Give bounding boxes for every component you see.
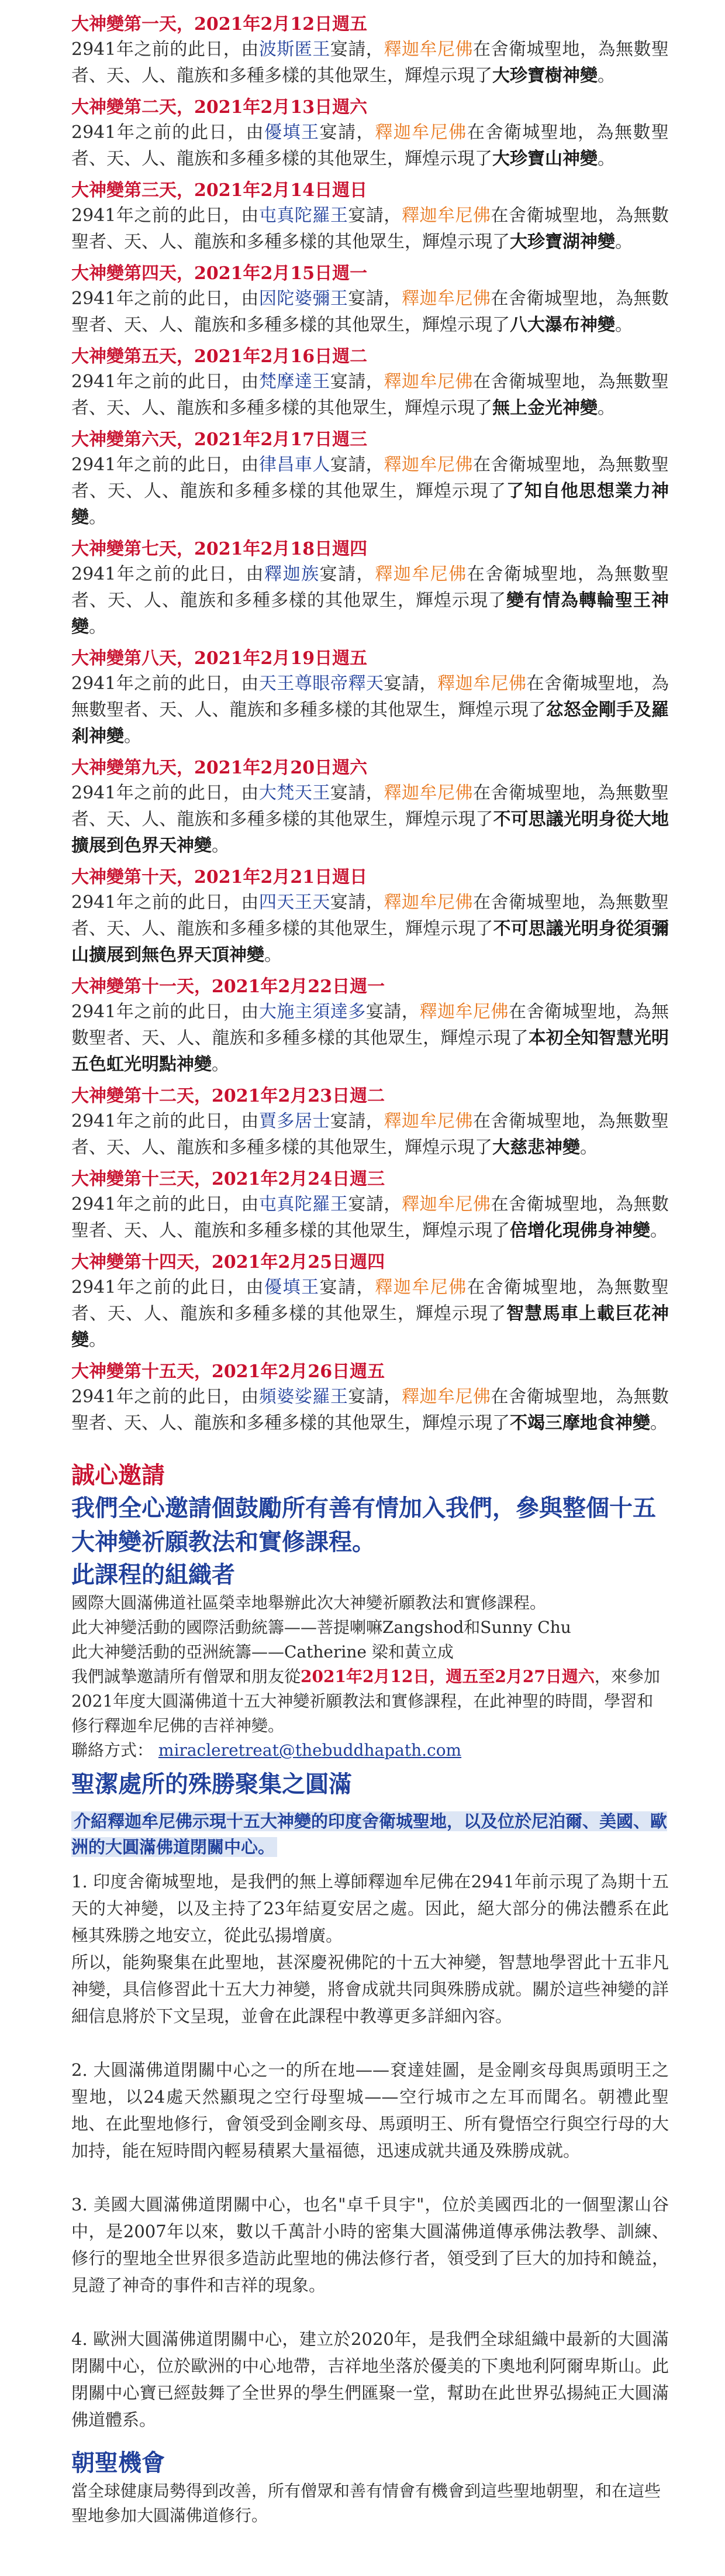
miracle-day-heading: 大神變第四天，2021年2月15日週一 [71,263,368,284]
feast-text: 宴請， [330,892,384,913]
host-name: 波斯匿王 [258,39,330,60]
miracle-name: 了知自他思想業力神變 [71,481,669,528]
miracle-day-entry [71,13,669,89]
buddha-name: 釋迦牟尼佛 [437,673,527,694]
feast-text: 宴請， [330,39,384,60]
miracle-name: 無上金光神變 [492,398,598,418]
intro-text: 2941年之前的此日，由 [71,673,259,694]
miracle-name: 不可思議光明身從大地擴展到色界天神變 [71,809,669,856]
host-name: 屯真陀羅王 [258,1194,348,1215]
holy-para-1b: 所以，能夠聚集在此聖地，甚深慶祝佛陀的十五大神變，智慧地學習此十五非凡神變，具信修習此十五大力神變，將會成就共同與殊勝成就。關於這些神變的詳細信息將於下文呈現，並會在此課程中教導更多詳細內容。 [71,1952,669,2026]
miracle-day-heading: 大神變第一天，2021年2月12日週五 [71,14,368,35]
end-mark: 。 [212,1054,229,1075]
miracle-day-entry [71,428,669,531]
intro-text: 2941年之前的此日，由 [71,372,259,392]
holy-para-3: 3. 美國大圓滿佛道閉關中心，也名"卓千貝宇"，位於美國西北的一個聖潔山谷中，是2007年以來，數以千萬計小時的密集大圓滿佛道傳承佛法教學、訓練、修行的聖地全世界很多造訪此聖地的佛法修行者，領受到了巨大的加持和饒益，見證了神奇的事件和吉祥的現象。 [71,2195,669,2295]
miracle-day-entry [71,647,669,749]
host-name: 賈多居士 [258,1111,330,1131]
feast-text: 宴請， [365,1002,420,1022]
feast-text: 宴請， [330,1111,384,1131]
pilgrimage-text: 當全球健康局勢得到改善，所有僧眾和善有情會有機會到這些聖地朝聖，和在這些聖地參加大圓滿佛道修行。 [71,2481,661,2525]
intro-text: 2941年之前的此日，由 [71,564,265,584]
host-name: 大施主須達多 [258,1002,366,1022]
feast-text: 宴請， [384,673,437,694]
miracle-name: 大珍寶山神變 [492,149,598,169]
description-text: 在舍衛城聖地，為無數聖者、天、人、龍族和多種多樣的其他眾生，輝煌示現了 [71,1387,669,1433]
end-mark: 。 [212,835,229,856]
miracle-day-text [71,36,669,89]
miracle-day-heading: 大神變第五天，2021年2月16日週二 [71,346,368,367]
buddha-name: 釋迦牟尼佛 [401,1194,491,1215]
end-mark: 。 [650,1413,668,1433]
miracle-name: 忿怒金剛手及羅剎神變 [71,700,669,747]
miracle-name: 不可思議光明身從須彌山擴展到無色界天頂神變 [71,919,669,965]
holy-intro-text: 介紹釋迦牟尼佛示現十五大神變的印度舍衛城聖地，以及位於尼泊爾、美國、歐洲的大圓滿佛道閉關中心。 [71,1811,668,1857]
description-text: 在舍衛城聖地，為無數聖者、天、人、龍族和多種多樣的其他眾生，輝煌示現了 [71,1194,669,1241]
miracle-day-entry [71,756,669,859]
miracle-day-heading: 大神變第十三天，2021年2月24日週三 [71,1169,385,1189]
end-mark: 。 [598,398,615,418]
intro-text: 2941年之前的此日，由 [71,1387,259,1407]
organizer-line-1: 國際大圓滿佛道社區榮幸地舉辦此次大神變祈願教法和實修課程。 [71,1593,547,1612]
contact-label: 聯絡方式： [71,1741,154,1760]
feast-text: 宴請， [330,372,384,392]
host-name: 因陀婆彌王 [258,288,348,309]
join-post: ，來參加2021年度大圓滿佛道十五大神變祈願教法和實修課程，在此神聖的時間，學習和修行釋迦牟尼佛的吉祥神變。 [71,1667,660,1735]
miracle-day-entry [71,262,669,338]
buddha-name: 釋迦牟尼佛 [401,205,491,226]
miracle-day-entry [71,96,669,172]
miracle-day-entry [71,1168,669,1244]
intro-text: 2941年之前的此日，由 [71,783,259,803]
miracle-day-entry [71,975,669,1078]
host-name: 優填王 [264,1277,320,1298]
organizer-line-3: 此大神變活動的亞洲統籌——Catherine 梁和黃立成 [71,1642,454,1662]
miracle-day-text [71,670,669,749]
host-name: 釋迦族 [264,564,320,584]
end-mark: 。 [264,945,282,965]
host-name: 大梵天王 [258,783,330,803]
host-name: 律昌車人 [258,455,330,475]
description-text: 在舍衛城聖地，為無數聖者、天、人、龍族和多種多樣的其他眾生，輝煌示現了 [71,39,669,86]
miracle-day-heading: 大神變第十一天，2021年2月22日週一 [71,976,385,997]
invite-heading: 誠心邀請 [71,1461,165,1489]
intro-text: 2941年之前的此日，由 [71,1002,259,1022]
miracle-day-text [71,119,669,172]
description-text: 在舍衛城聖地，為無數聖者、天、人、龍族和多種多樣的其他眾生，輝煌示現了 [71,1277,669,1324]
miracle-day-text [71,780,669,859]
description-text: 在舍衛城聖地，為無數聖者、天、人、龍族和多種多樣的其他眾生，輝煌示現了 [71,288,669,335]
host-name: 天王尊眼帝釋天 [258,673,384,694]
description-text: 在舍衛城聖地，為無數聖者、天、人、龍族和多種多樣的其他眾生，輝煌示現了 [71,783,669,830]
intro-text: 2941年之前的此日，由 [71,122,265,143]
miracle-day-entry [71,179,669,255]
description-text: 在舍衛城聖地，為無數聖者、天、人、龍族和多種多樣的其他眾生，輝煌示現了 [71,673,669,720]
feast-text: 宴請， [348,1194,402,1215]
buddha-name: 釋迦牟尼佛 [375,1277,467,1298]
feast-text: 宴請， [348,1387,402,1407]
end-mark: 。 [89,507,106,528]
miracle-name: 大珍寶樹神變 [492,66,598,86]
holy-intro-box [71,1808,669,1860]
miracle-day-heading: 大神變第二天，2021年2月13日週六 [71,97,368,118]
holy-places-heading: 聖潔處所的殊勝聚集之圓滿 [71,1770,352,1798]
miracle-day-entry [71,345,669,421]
miracle-days-list [71,13,669,1436]
miracle-day-text [71,999,669,1078]
intro-text: 2941年之前的此日，由 [71,288,259,309]
description-text: 在舍衛城聖地，為無數聖者、天、人、龍族和多種多樣的其他眾生，輝煌示現了 [71,455,669,501]
holy-para-2: 2. 大圓滿佛道閉關中心之一的所在地——袞達娃圖，是金剛亥母與馬頭明王之聖地，以24處天然顯現之空行母聖城——空行城市之左耳而聞名。朝禮此聖地、在此聖地修行，會領受到金剛亥母、馬頭明王、所有覺悟空行與空行母的大加持，能在短時間內輕易積累大量福德，迅速成就共通及殊勝成就。 [71,2060,669,2161]
miracle-day-text [71,889,669,968]
intro-text: 2941年之前的此日，由 [71,1111,259,1131]
contact-email-link[interactable]: miracleretreat@thebuddhapath.com [158,1741,462,1760]
holy-para-4: 4. 歐洲大圓滿佛道閉關中心，建立於2020年，是我們全球組織中最新的大圓滿閉關中心，位於歐洲的中心地帶，吉祥地坐落於優美的下奧地利阿爾卑斯山。此閉關中心寶已經鼓舞了全世界的學生們匯聚一堂，幫助在此世界弘揚純正大圓滿佛道體系。 [71,2329,669,2430]
buddha-name: 釋迦牟尼佛 [384,892,473,913]
miracle-day-entry [71,1360,669,1436]
host-name: 優填王 [264,122,320,143]
miracle-day-text [71,202,669,255]
miracle-day-heading: 大神變第十天，2021年2月21日週日 [71,867,368,888]
host-name: 四天王天 [258,892,330,913]
intro-text: 2941年之前的此日，由 [71,205,259,226]
miracle-name: 本初全知智慧光明五色虹光明點神變 [71,1028,669,1075]
join-dates: 2021年2月12日，週五至2月27日週六 [301,1667,595,1686]
description-text: 在舍衛城聖地，為無數聖者、天、人、龍族和多種多樣的其他眾生，輝煌示現了 [71,372,669,418]
miracle-day-text [71,452,669,531]
buddha-name: 釋迦牟尼佛 [419,1002,509,1022]
miracle-day-heading: 大神變第八天，2021年2月19日週五 [71,648,368,669]
description-text: 在舍衛城聖地，為無數聖者、天、人、龍族和多種多樣的其他眾生，輝煌示現了 [71,1002,669,1048]
miracle-name: 智慧馬車上載巨花神變 [71,1304,669,1350]
feast-text: 宴請， [348,205,402,226]
description-text: 在舍衛城聖地，為無數聖者、天、人、龍族和多種多樣的其他眾生，輝煌示現了 [71,1111,669,1158]
feast-text: 宴請， [319,122,375,143]
intro-text: 2941年之前的此日，由 [71,455,259,475]
join-paragraph [71,1664,669,1738]
miracle-name: 倍增化現佛身神變 [510,1220,650,1241]
buddha-name: 釋迦牟尼佛 [401,1387,491,1407]
feast-text: 宴請， [330,783,384,803]
buddha-name: 釋迦牟尼佛 [401,288,491,309]
feast-text: 宴請， [319,564,375,584]
buddha-name: 釋迦牟尼佛 [384,455,473,475]
end-mark: 。 [598,66,615,86]
end-mark: 。 [124,726,141,747]
end-mark: 。 [615,232,633,252]
miracle-day-text [71,286,669,338]
miracle-day-heading: 大神變第十五天，2021年2月26日週五 [71,1361,385,1382]
intro-text: 2941年之前的此日，由 [71,892,259,913]
buddha-name: 釋迦牟尼佛 [375,122,467,143]
miracle-day-heading: 大神變第七天，2021年2月18日週四 [71,539,368,559]
description-text: 在舍衛城聖地，為無數聖者、天、人、龍族和多種多樣的其他眾生，輝煌示現了 [71,205,669,252]
description-text: 在舍衛城聖地，為無數聖者、天、人、龍族和多種多樣的其他眾生，輝煌示現了 [71,122,669,169]
end-mark: 。 [615,315,633,335]
end-mark: 。 [650,1220,668,1241]
intro-text: 2941年之前的此日，由 [71,39,259,60]
end-mark: 。 [598,149,615,169]
host-name: 頻婆娑羅王 [258,1387,348,1407]
contact-line [71,1738,669,1763]
buddha-name: 釋迦牟尼佛 [384,372,473,392]
end-mark: 。 [89,617,106,637]
intro-text: 2941年之前的此日，由 [71,1277,265,1298]
pilgrimage-heading: 朝聖機會 [71,2449,165,2477]
miracle-day-text [71,369,669,421]
miracle-day-entry [71,1251,669,1353]
host-name: 梵摩達王 [258,372,330,392]
host-name: 屯真陀羅王 [258,205,348,226]
miracle-day-text [71,1274,669,1353]
organizer-heading: 此課程的組織者 [71,1561,235,1588]
buddha-name: 釋迦牟尼佛 [384,1111,473,1131]
miracle-name: 不竭三摩地食神變 [510,1413,650,1433]
holy-para-1a: 1. 印度舍衛城聖地，是我們的無上導師釋迦牟尼佛在2941年前示現了為期十五天的大神變，以及主持了23年結夏安居之處。因此，絕大部分的佛法體系在此極其殊勝之地安立，從此弘揚增廣。 [71,1872,669,1945]
miracle-day-text [71,1384,669,1436]
feast-text: 宴請， [348,288,402,309]
miracle-day-heading: 大神變第三天，2021年2月14日週日 [71,180,368,201]
end-mark: 。 [89,1330,106,1350]
miracle-day-heading: 大神變第十二天，2021年2月23日週二 [71,1086,385,1106]
buddha-name: 釋迦牟尼佛 [375,564,467,584]
description-text: 在舍衛城聖地，為無數聖者、天、人、龍族和多種多樣的其他眾生，輝煌示現了 [71,564,669,611]
miracle-day-entry [71,1085,669,1161]
description-text: 在舍衛城聖地，為無數聖者、天、人、龍族和多種多樣的其他眾生，輝煌示現了 [71,892,669,939]
miracle-day-text [71,1108,669,1161]
intro-text: 2941年之前的此日，由 [71,1194,259,1215]
feast-text: 宴請， [319,1277,375,1298]
miracle-day-entry [71,538,669,640]
miracle-day-heading: 大神變第十四天，2021年2月25日週四 [71,1252,385,1272]
miracle-name: 八大瀑布神變 [510,315,615,335]
miracle-day-heading: 大神變第六天，2021年2月17日週三 [71,429,368,450]
miracle-day-entry [71,866,669,968]
buddha-name: 釋迦牟尼佛 [384,39,473,60]
miracle-name: 大慈悲神變 [492,1137,580,1158]
miracle-name: 大珍寶湖神變 [510,232,615,252]
miracle-day-heading: 大神變第九天，2021年2月20日週六 [71,758,368,778]
invite-statement: 我們全心邀請個鼓勵所有善有情加入我們，參與整個十五大神變祈願教法和實修課程。 [71,1494,656,1556]
miracle-name: 變有情為轉輪聖王神變 [71,590,669,637]
miracle-day-text [71,561,669,640]
end-mark: 。 [580,1137,598,1158]
join-pre: 我們誠摯邀請所有僧眾和朋友從 [71,1667,301,1686]
organizer-line-2: 此大神變活動的國際活動統籌——菩提喇嘛Zangshod和Sunny Chu [71,1618,571,1637]
feast-text: 宴請， [330,455,384,475]
miracle-day-text [71,1191,669,1244]
buddha-name: 釋迦牟尼佛 [384,783,473,803]
